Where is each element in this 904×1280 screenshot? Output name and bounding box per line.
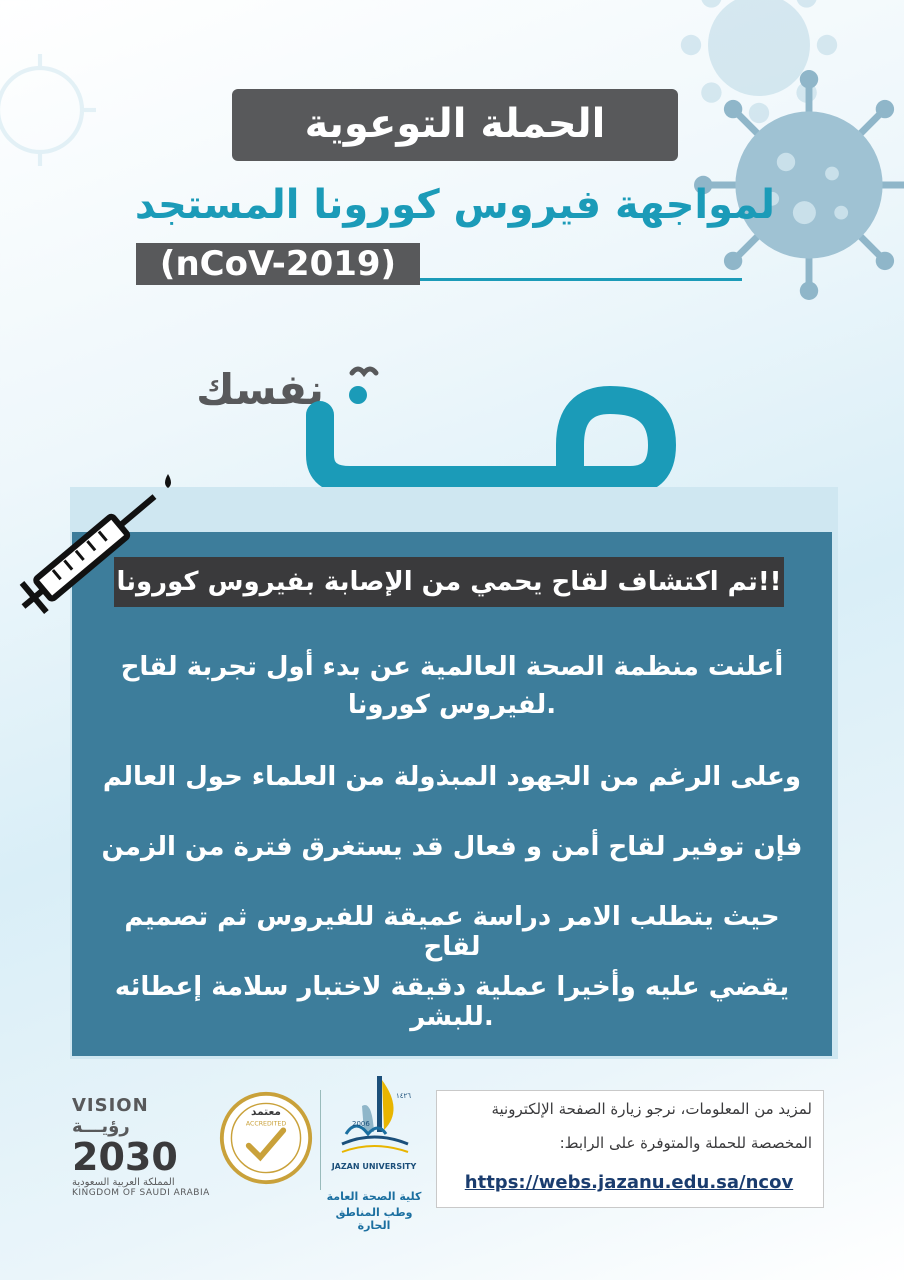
logo-main-word: صن: [290, 345, 292, 346]
accreditation-seal-icon: [218, 1090, 314, 1186]
logo-mark: [290, 345, 690, 505]
syringe-icon: [0, 462, 180, 642]
panel-line-4: فإن توفير لقاح أمن و فعال قد يستغرق فترة من الزمن: [101, 832, 803, 862]
vision-year: 2030: [72, 1135, 178, 1179]
panel-line-1: أعلنت منظمة الصحة العالمية عن بدء أول تجربة لقاح: [120, 652, 784, 682]
virus-left-decoration-icon: [0, 40, 110, 180]
jazan-year-founded: 2006: [352, 1120, 370, 1128]
vision-label-ar: رؤيـــة: [72, 1116, 130, 1137]
vision-kingdom-en: KINGDOM OF SAUDI ARABIA: [72, 1188, 210, 1198]
logo-small-word: نفسك: [196, 365, 324, 414]
info-line-1: لمزيد من المعلومات، نرجو زيارة الصفحة الإلكترونية: [491, 1100, 812, 1118]
panel-line-5: حيث يتطلب الامر دراسة عميقة للفيروس ثم تصميم لقاح: [124, 902, 780, 962]
jazan-year-hijri: ١٤٢٦: [396, 1092, 412, 1100]
jazan-university-name: JAZAN UNIVERSITY: [331, 1162, 417, 1171]
campaign-subtitle: لمواجهة فيروس كورونا المستجد: [134, 182, 776, 228]
panel-headline: تم اكتشاف لقاح يحمي من الإصابة بفيروس كورونا!!: [114, 557, 784, 607]
vision-label-en: VISION: [72, 1095, 149, 1116]
panel-line-6: يقضي عليه وأخيرا عملية دقيقة لاختبار سلامة إعطائه للبشر.: [114, 972, 790, 1032]
panel-line-3: وعلى الرغم من الجهود المبذولة من العلماء حول العالم: [102, 762, 802, 792]
college-name-line2: وطب المناطق الحارة: [335, 1206, 413, 1232]
vision-kingdom-ar: المملكة العربية السعودية: [72, 1177, 175, 1188]
footer-divider: [320, 1090, 321, 1190]
campaign-title: الحملة التوعوية: [232, 89, 678, 161]
campaign-link[interactable]: https://webs.jazanu.edu.sa/ncov: [464, 1172, 794, 1193]
seal-word-ar: معتمد: [251, 1105, 281, 1118]
vision-2030-logo: [72, 1095, 212, 1198]
college-name-line1: كلية الصحة العامة: [326, 1190, 422, 1203]
virus-code-label: (nCoV-2019): [136, 243, 420, 285]
info-line-2: المخصصة للحملة والمتوفرة على الرابط:: [559, 1134, 812, 1152]
seal-word-en: ACCREDITED: [245, 1120, 287, 1128]
panel-line-2: لفيروس كورونا.: [347, 690, 557, 720]
divider-line: [420, 278, 742, 281]
